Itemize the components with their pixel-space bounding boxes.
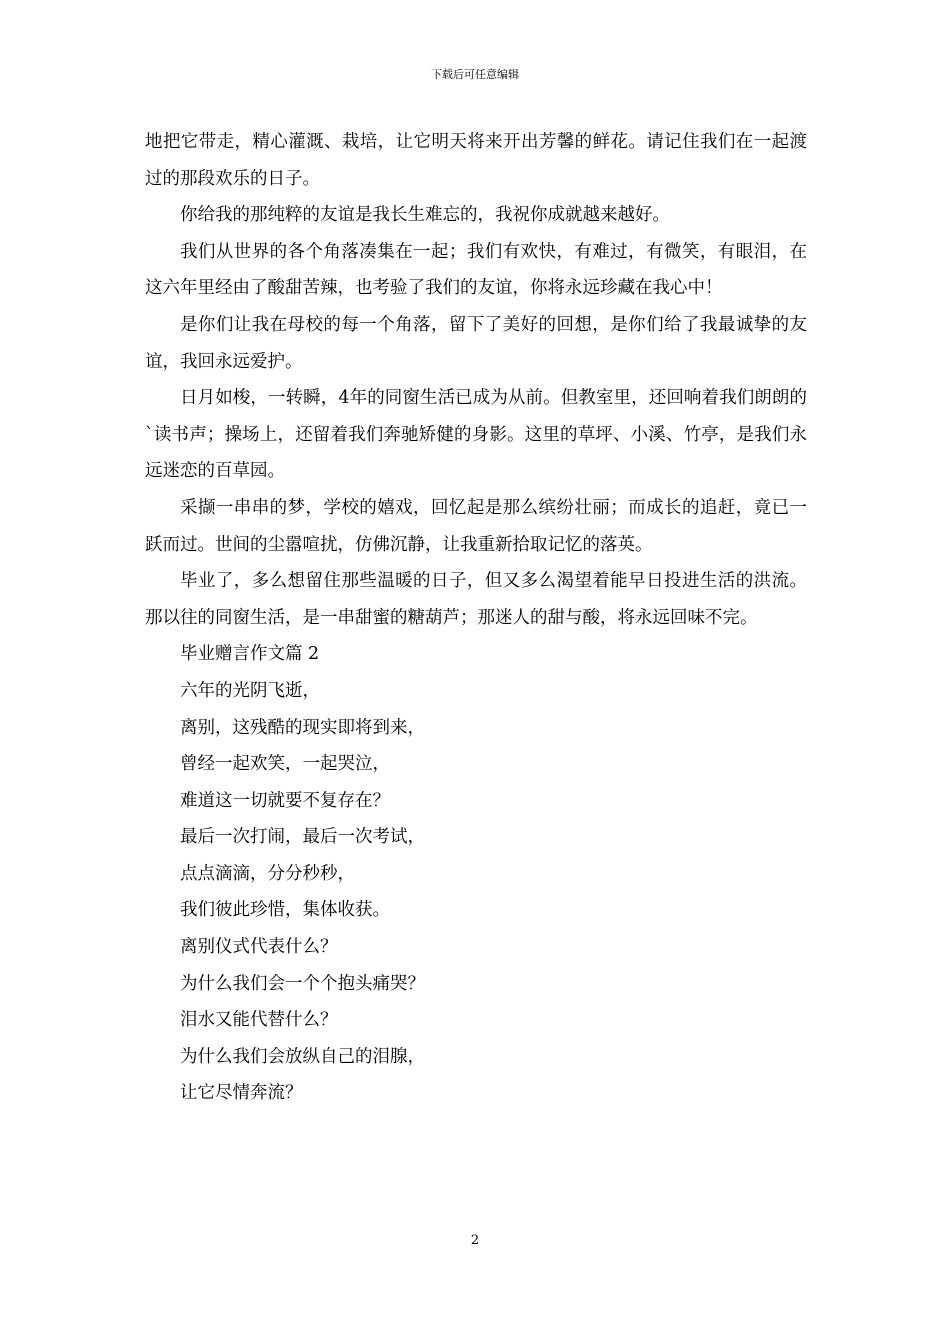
page-number: 2 [470, 1233, 480, 1248]
section-title: 毕业赠言作文篇 2 [180, 644, 320, 665]
body-paragraph: 采撷一串串的梦，学校的嬉戏，回忆起是那么缤纷壮丽；而成长的追赶，竟已一跃而过。世间的尘嚣喧扰，仿佛沉静，让我重新拾取记忆的落英。 [145, 497, 807, 555]
document-body [145, 124, 807, 1112]
poem-line: 泪水又能代替什么？ [180, 1010, 338, 1031]
body-paragraph: 是你们让我在母校的每一个角落，留下了美好的回想，是你们给了我最诚挚的友谊，我回永远爱护。 [145, 314, 807, 372]
body-paragraph: 日月如梭，一转瞬，4年的同窗生活已成为从前。但教室里，还回响着我们朗朗的`读书声；操场上，还留着我们奔驰矫健的身影。这里的草坪、小溪、竹亭，是我们永远迷恋的百草园。 [145, 388, 807, 482]
poem-line: 难道这一切就要不复存在？ [180, 790, 390, 811]
poem-line: 离别仪式代表什么？ [180, 937, 338, 958]
body-paragraph: 地把它带走，精心灌溉、栽培，让它明天将来开出芳馨的鲜花。请记住我们在一起渡过的那段欢乐的日子。 [145, 132, 807, 189]
poem-line: 为什么我们会一个个抱头痛哭？ [180, 973, 425, 994]
poem-line: 我们彼此珍惜，集体收获。 [180, 900, 390, 921]
page-header: 下载后可任意编辑 [431, 68, 519, 81]
poem-line: 为什么我们会放纵自己的泪腺， [180, 1046, 425, 1067]
body-paragraph: 毕业了，多么想留住那些温暖的日子，但又多么渴望着能早日投进生活的洪流。那以往的同窗生活，是一串甜蜜的糖葫芦；那迷人的甜与酸，将永远回味不完。 [145, 571, 807, 628]
poem-line: 曾经一起欢笑，一起哭泣， [180, 754, 390, 775]
poem-line: 最后一次打闹，最后一次考试， [180, 827, 425, 848]
poem-line: 六年的光阴飞逝， [180, 680, 320, 701]
poem [145, 673, 807, 1112]
poem-line: 让它尽情奔流？ [180, 1083, 303, 1104]
poem-line: 离别，这残酷的现实即将到来， [180, 717, 425, 738]
body-paragraph: 我们从世界的各个角落凑集在一起；我们有欢快，有难过，有微笑，有眼泪，在这六年里经由了酸甜苦辣，也考验了我们的友谊，你将永远珍藏在我心中！ [145, 241, 807, 299]
poem-line: 点点滴滴，分分秒秒， [180, 863, 355, 884]
body-paragraph: 你给我的那纯粹的友谊是我长生难忘的，我祝你成就越来越好。 [180, 205, 670, 226]
